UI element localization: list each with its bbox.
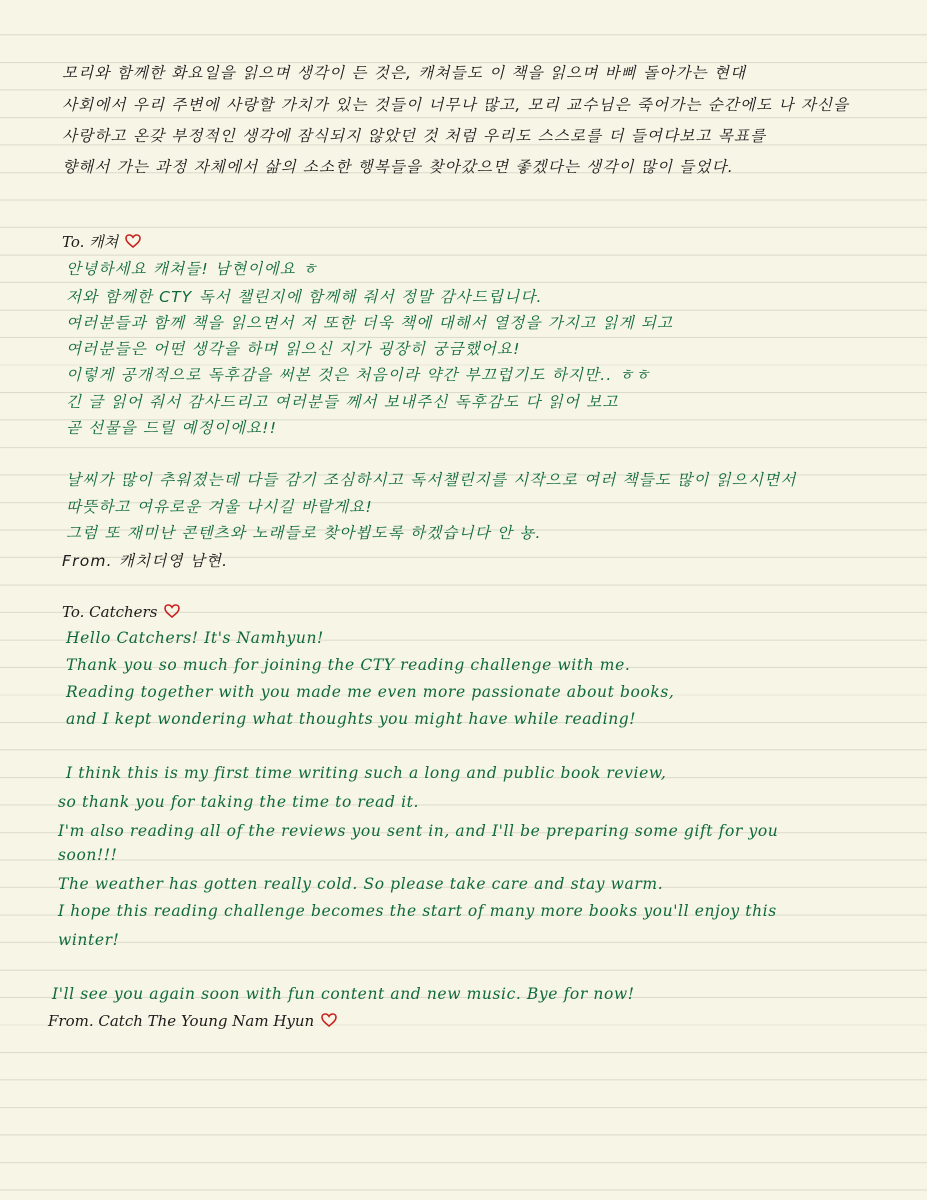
korean-line-4: 여러분들은 어떤 생각을 하며 읽으신 지가 굉장히 궁금했어요!: [66, 340, 521, 358]
korean-line-7: 곧 선물을 드릴 예정이에요!!: [66, 419, 278, 437]
korean-line-6: 긴 글 읽어 줘서 감사드리고 여러분들 께서 보내주신 독후감도 다 읽어 보고: [66, 393, 619, 411]
english-line-10: The weather has gotten really cold. So please take care and stay warm.: [58, 875, 664, 893]
english-letter-from: From. Catch The Young Nam Hyun: [48, 1012, 315, 1030]
english-letter-signoff: [48, 1008, 337, 1034]
english-line-2: Thank you so much for joining the CTY reading challenge with me.: [66, 656, 631, 674]
english-line-11: I hope this reading challenge becomes the start of many more books you'll enjoy this: [58, 902, 777, 920]
heart-icon: [321, 1013, 337, 1027]
english-line-9: soon!!!: [58, 846, 118, 864]
korean-line-11: 그럼 또 재미난 콘텐츠와 노래들로 찾아뵙도록 하겠습니다 안 뇽.: [66, 524, 542, 542]
english-line-4: and I kept wondering what thoughts you might have while reading!: [66, 710, 637, 728]
korean-letter-greeting: [62, 229, 141, 255]
english-line-1: Hello Catchers! It's Namhyun!: [66, 629, 324, 647]
heart-icon: [164, 604, 180, 618]
korean-line-5: 이렇게 공개적으로 독후감을 써본 것은 처음이라 약간 부끄럽기도 하지만.. ㅎㅎ: [66, 366, 651, 384]
korean-line-3: 여러분들과 함께 책을 읽으면서 저 또한 더욱 책에 대해서 열정을 가지고 읽게 되고: [66, 314, 674, 332]
korean-line-2: 저와 함께한 CTY 독서 챌린지에 함께해 줘서 정말 감사드립니다.: [66, 288, 543, 306]
korean-line-1: 안녕하세요 캐쳐들! 남현이에요 ㅎ: [66, 260, 319, 278]
korean-letter-from: From. 캐치더영 남현.: [62, 552, 229, 570]
intro-line-3: 사랑하고 온갖 부정적인 생각에 잠식되지 않았던 것 처럼 우리도 스스로를 더 들여다보고 목표를: [62, 127, 767, 145]
english-line-6: I think this is my first time writing such a long and public book review,: [66, 764, 667, 782]
english-line-14: I'll see you again soon with fun content and new music. Bye for now!: [52, 985, 635, 1003]
english-letter-greeting: [62, 599, 180, 625]
heart-icon: [125, 234, 141, 248]
korean-letter-to: To. 캐쳐: [62, 233, 119, 251]
intro-line-1: 모리와 함께한 화요일을 읽으며 생각이 든 것은, 캐쳐들도 이 책을 읽으며 바삐 돌아가는 현대: [62, 64, 747, 82]
english-line-8: I'm also reading all of the reviews you sent in, and I'll be preparing some gift for you: [58, 822, 779, 840]
intro-line-2: 사회에서 우리 주변에 사랑할 가치가 있는 것들이 너무나 많고, 모리 교수님은 죽어가는 순간에도 나 자신을: [62, 96, 850, 114]
english-letter-to: To. Catchers: [62, 603, 158, 621]
korean-line-9: 날씨가 많이 추워졌는데 다들 감기 조심하시고 독서챌린지를 시작으로 여러 책들도 많이 읽으시면서: [66, 471, 797, 489]
english-line-3: Reading together with you made me even more passionate about books,: [66, 683, 675, 701]
intro-line-4: 향해서 가는 과정 자체에서 삶의 소소한 행복들을 찾아갔으면 좋겠다는 생각이 많이 들었다.: [62, 158, 734, 176]
korean-line-10: 따뜻하고 여유로운 겨울 나시길 바랄게요!: [66, 498, 373, 516]
english-line-7: so thank you for taking the time to read it.: [58, 793, 419, 811]
english-line-12: winter!: [58, 931, 120, 949]
